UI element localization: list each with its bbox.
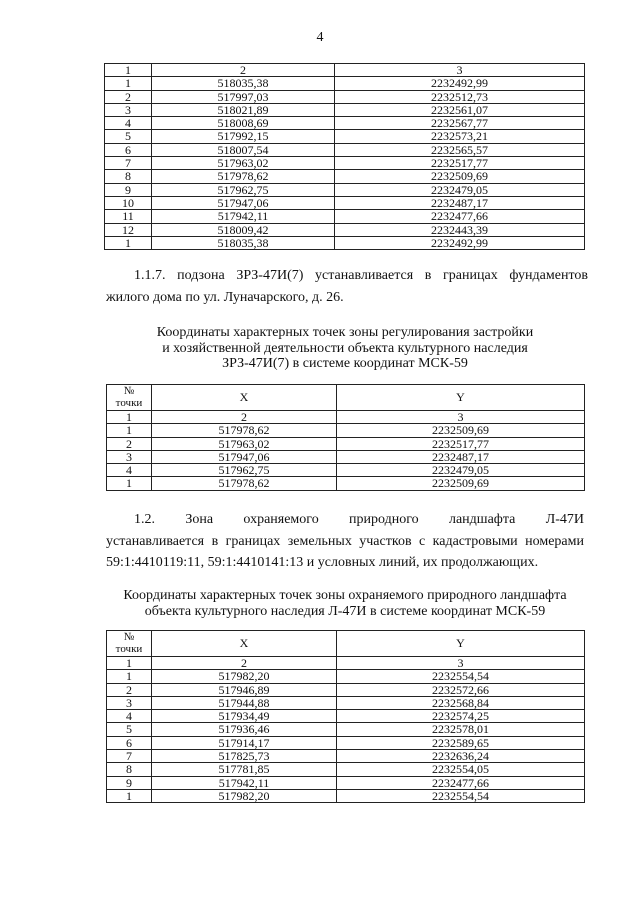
x-coordinate-cell: 517914,17: [152, 736, 337, 749]
title-line: объекта культурного наследия Л-47И в системе координат МСК-59: [144, 603, 546, 619]
paragraph-line: устанавливается в границах земельных участков с кадастровыми номерами: [106, 533, 584, 549]
point-number-cell: 1: [107, 424, 152, 437]
point-number-cell: 3: [107, 696, 152, 709]
x-coordinate-cell: 517962,75: [152, 464, 337, 477]
x-coordinate-cell: 517947,06: [152, 196, 335, 209]
x-coordinate-cell: 517978,62: [152, 170, 335, 183]
table-index-row: [105, 64, 585, 77]
col-x: X: [152, 385, 337, 411]
table-cell: 3: [335, 64, 585, 77]
point-number-cell: 1: [107, 670, 152, 683]
x-coordinate-cell: 518008,69: [152, 117, 335, 130]
table-row: [105, 170, 585, 183]
table-row: [105, 196, 585, 209]
table-index-row: [107, 411, 585, 424]
point-number-cell: 9: [107, 776, 152, 789]
point-number-cell: 8: [105, 170, 152, 183]
title-line: ЗРЗ-47И(7) в системе координат МСК-59: [222, 356, 468, 371]
y-coordinate-cell: 2232509,69: [337, 424, 585, 437]
x-coordinate-cell: 518035,38: [152, 236, 335, 249]
y-coordinate-cell: 2232517,77: [335, 157, 585, 170]
y-coordinate-cell: 2232479,05: [337, 464, 585, 477]
table-cell: 2: [152, 411, 337, 424]
col-x: X: [152, 631, 337, 657]
page-number: 4: [316, 30, 324, 45]
table-body: [107, 424, 585, 490]
y-coordinate-cell: 2232565,57: [335, 143, 585, 156]
table-cell: 2: [152, 64, 335, 77]
point-number-cell: 1: [105, 236, 152, 249]
x-coordinate-cell: 518021,89: [152, 103, 335, 116]
y-coordinate-cell: 2232589,65: [337, 736, 585, 749]
x-coordinate-cell: 517982,20: [152, 670, 337, 683]
point-number-cell: 6: [107, 736, 152, 749]
point-number-cell: 5: [105, 130, 152, 143]
table-body: [107, 670, 585, 803]
x-coordinate-cell: 517997,03: [152, 90, 335, 103]
paragraph-line: жилого дома по ул. Луначарского, д. 26.: [106, 289, 344, 305]
coordinates-table-3: [106, 630, 585, 803]
title-line: Координаты характерных точек зоны регулирования застройки: [156, 325, 534, 340]
table-row: [107, 464, 585, 477]
table-row: [105, 77, 585, 90]
table-row: [105, 117, 585, 130]
y-coordinate-cell: 2232492,99: [335, 236, 585, 249]
y-coordinate-cell: 2232567,77: [335, 117, 585, 130]
table-header-row: [107, 385, 585, 411]
point-number-cell: 12: [105, 223, 152, 236]
table-header-row: [107, 631, 585, 657]
y-coordinate-cell: 2232574,25: [337, 710, 585, 723]
coordinates-table-2: [106, 384, 585, 491]
table-row: [107, 450, 585, 463]
x-coordinate-cell: 517947,06: [152, 450, 337, 463]
y-coordinate-cell: 2232572,66: [337, 683, 585, 696]
y-coordinate-cell: 2232554,54: [337, 789, 585, 802]
table-row: [105, 236, 585, 249]
x-coordinate-cell: 517963,02: [152, 437, 337, 450]
table-row: [107, 424, 585, 437]
table-row: [107, 723, 585, 736]
point-number-cell: 4: [107, 710, 152, 723]
col-point-number: № точки: [107, 631, 152, 657]
table-cell: 2: [152, 657, 337, 670]
x-coordinate-cell: 517934,49: [152, 710, 337, 723]
point-number-cell: 1: [107, 477, 152, 490]
point-number-cell: 5: [107, 723, 152, 736]
x-coordinate-cell: 518007,54: [152, 143, 335, 156]
table-body: [105, 77, 585, 250]
y-coordinate-cell: 2232636,24: [337, 750, 585, 763]
x-coordinate-cell: 517781,85: [152, 763, 337, 776]
table-row: [105, 183, 585, 196]
y-coordinate-cell: 2232487,17: [337, 450, 585, 463]
y-coordinate-cell: 2232554,05: [337, 763, 585, 776]
point-number-cell: 10: [105, 196, 152, 209]
y-coordinate-cell: 2232443,39: [335, 223, 585, 236]
point-number-cell: 7: [105, 157, 152, 170]
point-number-cell: 4: [107, 464, 152, 477]
point-number-cell: 11: [105, 210, 152, 223]
y-coordinate-cell: 2232573,21: [335, 130, 585, 143]
x-coordinate-cell: 517963,02: [152, 157, 335, 170]
table-row: [107, 477, 585, 490]
x-coordinate-cell: 517936,46: [152, 723, 337, 736]
x-coordinate-cell: 517944,88: [152, 696, 337, 709]
table-row: [107, 763, 585, 776]
table-row: [105, 143, 585, 156]
x-coordinate-cell: 517946,89: [152, 683, 337, 696]
y-coordinate-cell: 2232512,73: [335, 90, 585, 103]
table-row: [105, 210, 585, 223]
table-cell: 3: [337, 657, 585, 670]
table-cell: 1: [107, 411, 152, 424]
paragraph-landscape-zone: [106, 509, 584, 574]
point-number-cell: 8: [107, 763, 152, 776]
x-coordinate-cell: 517978,62: [152, 477, 337, 490]
y-coordinate-cell: 2232479,05: [335, 183, 585, 196]
table-2-title: [0, 325, 640, 372]
x-coordinate-cell: 517825,73: [152, 750, 337, 763]
point-number-cell: 3: [107, 450, 152, 463]
table-cell: 3: [337, 411, 585, 424]
table-row: [107, 776, 585, 789]
paragraph-line: 1.1.7. подзона ЗРЗ-47И(7) устанавливается в границах фундаментов: [134, 268, 588, 283]
y-coordinate-cell: 2232487,17: [335, 196, 585, 209]
y-coordinate-cell: 2232509,69: [335, 170, 585, 183]
table-row: [107, 696, 585, 709]
point-number-cell: 3: [105, 103, 152, 116]
x-coordinate-cell: 518035,38: [152, 77, 335, 90]
point-number-cell: 2: [105, 90, 152, 103]
point-number-cell: 2: [107, 437, 152, 450]
y-coordinate-cell: 2232509,69: [337, 477, 585, 490]
title-line: Координаты характерных точек зоны охраняемого природного ландшафта: [123, 588, 567, 603]
point-number-cell: 1: [105, 77, 152, 90]
point-number-cell: 7: [107, 750, 152, 763]
table-cell: 1: [105, 64, 152, 77]
point-number-cell: 4: [105, 117, 152, 130]
y-coordinate-cell: 2232568,84: [337, 696, 585, 709]
title-line: и хозяйственной деятельности объекта культурного наследия: [162, 340, 528, 356]
y-coordinate-cell: 2232477,66: [337, 776, 585, 789]
x-coordinate-cell: 517942,11: [152, 776, 337, 789]
table-row: [107, 670, 585, 683]
col-y: Y: [337, 385, 585, 411]
table-row: [105, 90, 585, 103]
table-row: [107, 750, 585, 763]
table-row: [107, 789, 585, 802]
table-index-row: [107, 657, 585, 670]
x-coordinate-cell: 517982,20: [152, 789, 337, 802]
y-coordinate-cell: 2232561,07: [335, 103, 585, 116]
table-row: [107, 437, 585, 450]
x-coordinate-cell: 517942,11: [152, 210, 335, 223]
table-row: [105, 223, 585, 236]
y-coordinate-cell: 2232477,66: [335, 210, 585, 223]
y-coordinate-cell: 2232554,54: [337, 670, 585, 683]
point-number-cell: 1: [107, 789, 152, 802]
table-row: [105, 157, 585, 170]
paragraph-line: 59:1:4410119:11, 59:1:4410141:13 и условных линий, их продолжающих.: [106, 555, 539, 570]
point-number-cell: 6: [105, 143, 152, 156]
y-coordinate-cell: 2232578,01: [337, 723, 585, 736]
point-number-cell: 2: [107, 683, 152, 696]
paragraph-subzone: [106, 265, 588, 308]
col-y: Y: [337, 631, 585, 657]
x-coordinate-cell: 518009,42: [152, 223, 335, 236]
y-coordinate-cell: 2232517,77: [337, 437, 585, 450]
table-row: [105, 103, 585, 116]
table-row: [107, 683, 585, 696]
x-coordinate-cell: 517992,15: [152, 130, 335, 143]
y-coordinate-cell: 2232492,99: [335, 77, 585, 90]
table-cell: 1: [107, 657, 152, 670]
point-number-cell: 9: [105, 183, 152, 196]
col-point-number: № точки: [107, 385, 152, 411]
coordinates-table-1: [104, 63, 585, 250]
paragraph-line: 1.2. Зона охраняемого природного ландшафта Л-47И: [134, 512, 584, 527]
x-coordinate-cell: 517978,62: [152, 424, 337, 437]
table-3-title: [0, 588, 640, 619]
table-row: [105, 130, 585, 143]
table-row: [107, 710, 585, 723]
x-coordinate-cell: 517962,75: [152, 183, 335, 196]
table-row: [107, 736, 585, 749]
